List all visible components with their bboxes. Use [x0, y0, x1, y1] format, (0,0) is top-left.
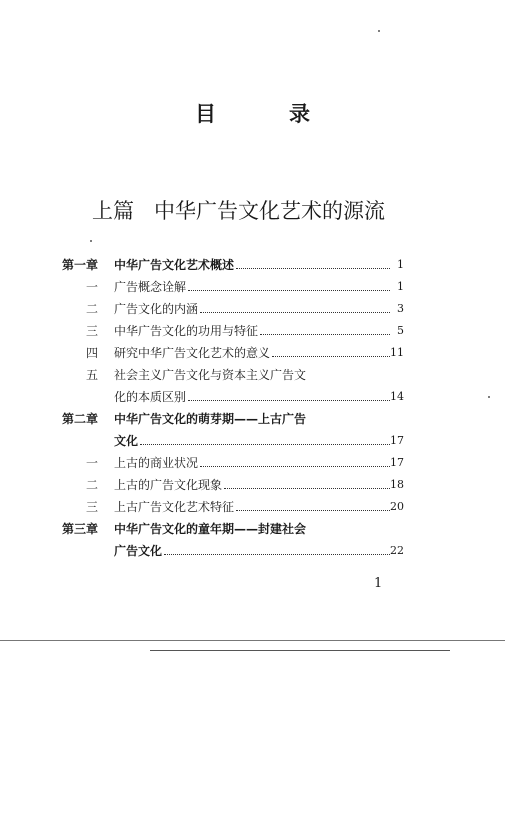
- toc-entry-number: 第一章: [62, 258, 99, 272]
- toc-page-number: 1: [397, 258, 404, 271]
- toc-entry-leader: [114, 540, 390, 562]
- toc-entry-leader: [114, 452, 390, 474]
- dot-leader: [224, 488, 390, 489]
- dot-leader: [260, 334, 390, 335]
- toc-entry-title: 中华广告文化艺术概述: [114, 254, 236, 276]
- toc-section-entry: [62, 496, 404, 518]
- toc-page-number: 18: [390, 478, 404, 491]
- toc-chapter-entry: [62, 540, 404, 562]
- table-of-contents: [62, 254, 404, 562]
- toc-entry-number: 一: [86, 456, 99, 470]
- dot-leader: [140, 444, 390, 445]
- toc-entry-title: 上古广告文化艺术特征: [114, 496, 236, 518]
- dot-leader: [188, 400, 390, 401]
- toc-entry-number: 四: [86, 346, 99, 360]
- toc-entry-title: 社会主义广告文化与资本主义广告文: [114, 368, 307, 382]
- dot-leader: [188, 290, 390, 291]
- toc-entry-title: 广告概念诠解: [114, 276, 188, 298]
- toc-section-entry: [62, 474, 404, 496]
- toc-entry-number: 三: [86, 500, 99, 514]
- part-title: 中华广告文化艺术的源流: [154, 199, 385, 223]
- toc-entry-title: 上古的广告文化现象: [114, 474, 224, 496]
- toc-entry-title: 研究中华广告文化艺术的意义: [114, 342, 272, 364]
- toc-entry-number: 三: [86, 324, 99, 338]
- toc-entry-title: 中华广告文化的童年期——封建社会: [114, 522, 307, 536]
- toc-page-number: 1: [397, 280, 404, 293]
- dot-leader: [236, 268, 390, 269]
- toc-page-number: 20: [390, 500, 404, 513]
- toc-entry-title: 化的本质区别: [114, 386, 188, 408]
- dot-leader: [200, 466, 390, 467]
- toc-section-entry: [62, 364, 404, 386]
- toc-entry-number: 第二章: [62, 412, 99, 426]
- toc-chapter-entry: [62, 254, 404, 276]
- toc-entry-title: 中华广告文化的功用与特征: [114, 320, 260, 342]
- toc-page-number: 11: [390, 346, 404, 359]
- toc-entry-leader: [114, 386, 390, 408]
- dot-leader: [236, 510, 390, 511]
- toc-entry-number: 第三章: [62, 522, 99, 536]
- scan-speck: [488, 396, 490, 398]
- toc-entry-leader: [114, 254, 390, 276]
- toc-section-entry: [62, 386, 404, 408]
- toc-chapter-entry: [62, 430, 404, 452]
- toc-entry-leader: [114, 298, 390, 320]
- toc-page-number: 14: [390, 390, 404, 403]
- dot-leader: [272, 356, 390, 357]
- toc-entry-number: 二: [86, 302, 99, 316]
- toc-section-entry: [62, 276, 404, 298]
- part-number: 上篇: [92, 199, 134, 223]
- dot-leader: [200, 312, 390, 313]
- scan-edge-line: [0, 640, 505, 641]
- dot-leader: [164, 554, 390, 555]
- toc-entry-leader: [114, 496, 390, 518]
- page-folio: 1: [374, 576, 383, 591]
- toc-entry-title: 上古的商业状况: [114, 452, 200, 474]
- toc-entry-leader: [114, 320, 390, 342]
- toc-entry-leader: [114, 276, 390, 298]
- toc-page-number: 5: [397, 324, 404, 337]
- page-title: 目 录: [195, 102, 336, 126]
- toc-page-number: 17: [390, 456, 404, 469]
- toc-page-number: 3: [397, 302, 404, 315]
- toc-entry-leader: [114, 474, 390, 496]
- toc-page-number: 22: [390, 544, 404, 557]
- scan-edge-line-lower: [150, 650, 450, 651]
- toc-entry-title: 中华广告文化的萌芽期——上古广告: [114, 412, 307, 426]
- toc-section-entry: [62, 320, 404, 342]
- toc-section-entry: [62, 452, 404, 474]
- toc-entry-leader: [114, 342, 390, 364]
- scan-speck: [90, 240, 92, 242]
- toc-chapter-entry: [62, 408, 404, 430]
- toc-entry-leader: [114, 430, 390, 452]
- toc-section-entry: [62, 342, 404, 364]
- toc-page-number: 17: [390, 434, 404, 447]
- toc-entry-number: 一: [86, 280, 99, 294]
- toc-entry-title: 文化: [114, 430, 140, 452]
- toc-entry-title: 广告文化: [114, 540, 164, 562]
- toc-section-entry: [62, 298, 404, 320]
- toc-chapter-entry: [62, 518, 404, 540]
- scan-speck: [378, 30, 380, 32]
- toc-entry-number: 二: [86, 478, 99, 492]
- part-heading: [92, 195, 385, 225]
- toc-entry-number: 五: [86, 368, 99, 382]
- toc-entry-title: 广告文化的内涵: [114, 298, 200, 320]
